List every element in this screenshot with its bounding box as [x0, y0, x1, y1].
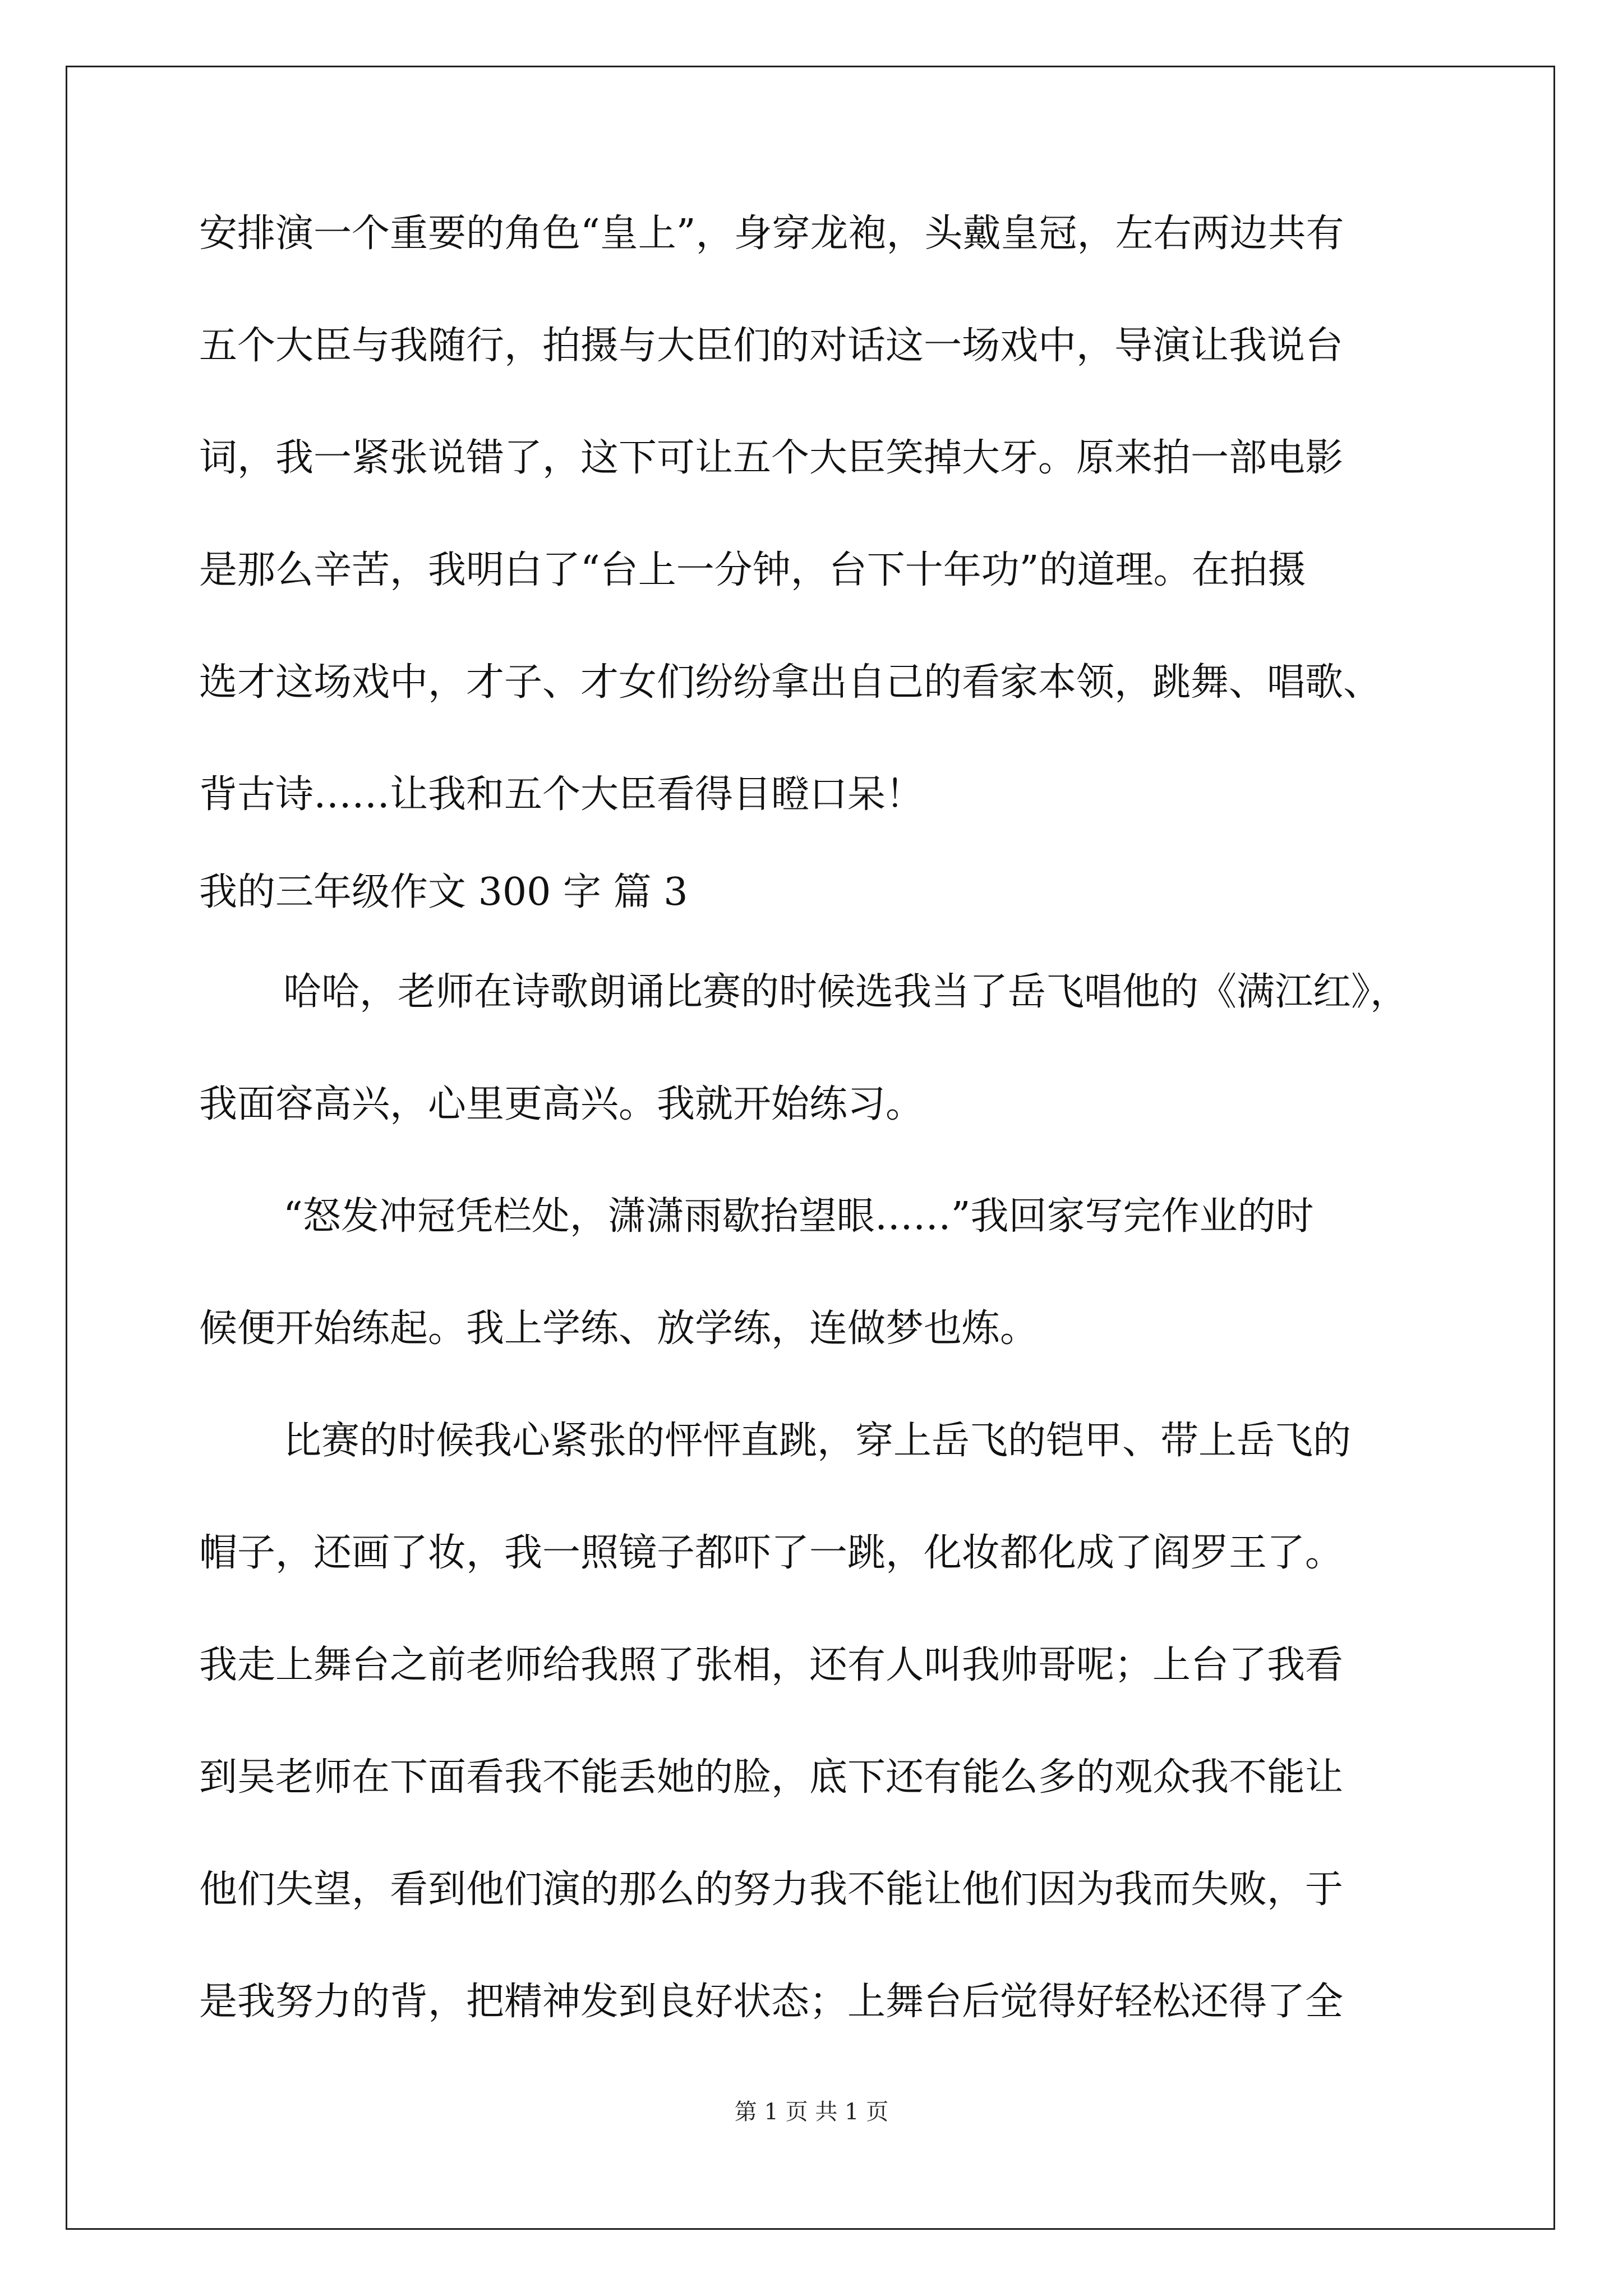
text-line: 到吴老师在下面看我不能丢她的脸，底下还有能么多的观众我不能让 [199, 1755, 1344, 1800]
page-footer: 第 1 页 共 1 页 [734, 2099, 889, 2125]
text-line: 帽子，还画了妆，我一照镜子都吓了一跳，化妆都化成了阎罗王了。 [199, 1531, 1344, 1575]
text-line: 词，我一紧张说错了，这下可让五个大臣笑掉大牙。原来拍一部电影 [199, 436, 1344, 480]
text-line: 背古诗……让我和五个大臣看得目瞪口呆！ [199, 772, 924, 817]
text-line: 他们失望，看到他们演的那么的努力我不能让他们因为我而失败，于 [199, 1867, 1344, 1912]
text-line: 是我努力的背，把精神发到良好状态；上舞台后觉得好轻松还得了全 [199, 1980, 1344, 2024]
document-body [199, 213, 1433, 2023]
text-line: 我走上舞台之前老师给我照了张相，还有人叫我帅哥呢；上台了我看 [199, 1643, 1344, 1687]
text-line: 是那么辛苦，我明白了“台上一分钟，台下十年功”的道理。在拍摄 [199, 548, 1306, 592]
text-line: 五个大臣与我随行，拍摄与大臣们的对话这一场戏中，导演让我说台 [199, 324, 1344, 368]
text-line: “怒发冲冠凭栏处，潇潇雨歇抬望眼……”我回家写完作业的时 [283, 1194, 1314, 1239]
text-line: 我面容高兴，心里更高兴。我就开始练习。 [199, 1082, 924, 1126]
text-line: 比赛的时候我心紧张的怦怦直跳，穿上岳飞的铠甲、带上岳飞的 [283, 1419, 1352, 1463]
text-line: 候便开始练起。我上学练、放学练，连做梦也炼。 [199, 1306, 1039, 1351]
section-heading: 我的三年级作文 300 字 篇 3 [199, 870, 688, 914]
text-line: 安排演一个重要的角色“皇上”，身穿龙袍，头戴皇冠，左右两边共有 [199, 211, 1344, 256]
text-line: 哈哈，老师在诗歌朗诵比赛的时候选我当了岳飞唱他的《满江红》， [283, 970, 1409, 1014]
text-line: 选才这场戏中，才子、才女们纷纷拿出自己的看家本领，跳舞、唱歌、 [199, 660, 1382, 705]
